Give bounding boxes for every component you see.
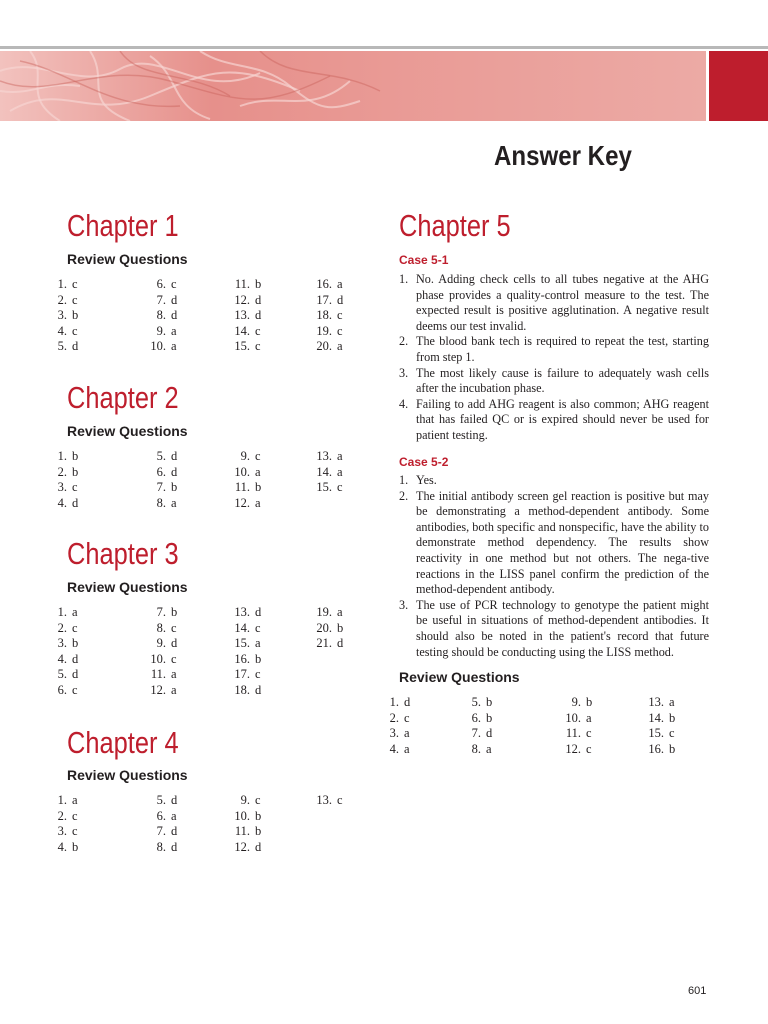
- case-5-1-answers: [399, 272, 709, 444]
- answer-item: 21. d: [316, 636, 344, 650]
- answer-item: 2. b: [57, 464, 79, 479]
- answer-item: 12. a: [234, 495, 261, 510]
- answer-item: 4. b: [57, 839, 79, 854]
- answer-item: 2. c: [57, 292, 78, 307]
- chapter-3-heading: Chapter 3: [67, 536, 179, 571]
- answer-item: 6. b: [471, 710, 493, 725]
- answer-item: 8. c: [156, 620, 177, 635]
- answer-item: 13. a: [316, 449, 343, 463]
- answer-item: 8. d: [156, 308, 178, 322]
- answer-item: 10. c: [150, 651, 177, 666]
- answer-item: 11. c: [565, 726, 592, 740]
- answer-item: 5. d: [156, 793, 178, 807]
- header-banner: [0, 51, 706, 121]
- answer-item: 20. b: [316, 620, 344, 635]
- chapter-2-review-questions-heading: Review Questions: [67, 423, 188, 439]
- answer-item: 16. b: [234, 651, 262, 666]
- chapter-5-answers-col-3: [557, 695, 606, 757]
- answer-item: 6. c: [156, 277, 177, 291]
- answer-item: 14. c: [234, 323, 261, 338]
- chapter-4-answers-col-4: [308, 793, 357, 809]
- chapter-4-review-questions-heading: Review Questions: [67, 767, 188, 783]
- chapter-4-answers-col-1: [43, 793, 92, 855]
- chapter-1-answers-col-1: [43, 277, 92, 355]
- answer-item: 14. c: [234, 620, 261, 635]
- header-accent-block: [709, 51, 768, 121]
- page-title: Answer Key: [494, 140, 632, 171]
- chapter-5-answers-col-4: [640, 695, 689, 757]
- answer-item: 9. c: [240, 793, 261, 807]
- answer-item: 3. c: [57, 824, 78, 838]
- answer-item: 9. d: [156, 636, 178, 650]
- answer-item: 15. c: [234, 339, 261, 353]
- answer-item: 2. c: [57, 620, 78, 635]
- answer-item: 12. a: [150, 682, 177, 697]
- answer-item: 19. a: [316, 605, 343, 619]
- answer-item: 7. d: [471, 726, 493, 740]
- answer-item: 8. a: [471, 741, 492, 756]
- answer-item: 11. b: [234, 824, 262, 838]
- list-item: 3. The most likely cause is failure to adequately wash cells after the incubation phase.: [399, 365, 709, 396]
- list-item: 1. Yes.: [399, 473, 437, 487]
- answer-item: 4. a: [389, 741, 410, 756]
- chapter-3-answers-col-1: [43, 605, 92, 698]
- answer-item: 1. d: [389, 695, 411, 709]
- answer-item: 14. a: [316, 464, 343, 479]
- answer-item: 3. c: [57, 480, 78, 494]
- answer-item: 6. c: [57, 682, 78, 697]
- answer-item: 17. d: [316, 292, 344, 307]
- chapter-3-review-questions-heading: Review Questions: [67, 579, 188, 595]
- answer-item: 15. c: [648, 726, 675, 740]
- chapter-3-answers-col-4: [308, 605, 357, 652]
- chapter-4-answers-col-3: [226, 793, 275, 855]
- top-rule: [0, 46, 768, 49]
- answer-item: 15. c: [316, 480, 343, 494]
- answer-item: 3. b: [57, 308, 79, 322]
- answer-item: 11. b: [234, 277, 262, 291]
- answer-item: 5. d: [156, 449, 178, 463]
- answer-item: 1. b: [57, 449, 79, 463]
- answer-item: 5. b: [471, 695, 493, 709]
- answer-item: 9. c: [240, 449, 261, 463]
- chapter-4-answers-col-2: [142, 793, 191, 855]
- answer-item: 10. a: [565, 710, 592, 725]
- answer-item: 9. a: [156, 323, 177, 338]
- answer-item: 10. a: [234, 464, 261, 479]
- answer-item: 8. a: [156, 495, 177, 510]
- answer-item: 16. b: [648, 741, 676, 756]
- answer-item: 13. c: [316, 793, 343, 807]
- answer-item: 17. c: [234, 667, 261, 681]
- answer-item: 1. c: [57, 277, 78, 291]
- answer-item: 1. a: [57, 793, 78, 807]
- banner-texture: [0, 51, 706, 121]
- answer-item: 4. d: [57, 651, 79, 666]
- answer-item: 8. d: [156, 839, 178, 854]
- answer-item: 7. d: [156, 292, 178, 307]
- chapter-5-review-questions-heading: Review Questions: [399, 669, 520, 685]
- chapter-1-answers-col-4: [308, 277, 357, 355]
- answer-item: 10. a: [150, 339, 177, 353]
- answer-item: 5. d: [57, 339, 79, 353]
- answer-item: 13. d: [234, 308, 262, 322]
- answer-item: 7. b: [156, 480, 178, 494]
- answer-item: 7. d: [156, 824, 178, 838]
- answer-item: 3. a: [389, 726, 410, 740]
- answer-item: 18. d: [234, 682, 262, 697]
- answer-item: 3. b: [57, 636, 79, 650]
- chapter-5-heading: Chapter 5: [399, 208, 511, 243]
- chapter-2-answers-col-3: [226, 449, 275, 511]
- answer-item: 15. a: [234, 636, 261, 650]
- answer-item: 13. a: [648, 695, 675, 709]
- list-item: 2. The initial antibody screen gel reaction is positive but may be demonstrating a method-dependent antibody. Some antibodies, both specific and nonspecific, have the ability to demonstrate method dependency. The results show reactivity in one method but not others. The nega-tive reactions in the LISS panel confirm the prediction of the method-dependent antibody.: [399, 488, 709, 597]
- answer-item: 13. d: [234, 605, 262, 619]
- chapter-3-answers-col-3: [226, 605, 275, 698]
- answer-item: 11. a: [150, 667, 177, 681]
- chapter-5-answers-col-2: [457, 695, 506, 757]
- chapter-1-review-questions-heading: Review Questions: [67, 251, 188, 267]
- answer-item: 16. a: [316, 277, 343, 291]
- case-5-2-answers: [399, 473, 709, 660]
- chapter-1-answers-col-2: [142, 277, 191, 355]
- answer-item: 5. d: [57, 667, 79, 681]
- answer-item: 2. c: [389, 710, 410, 725]
- answer-item: 6. d: [156, 464, 178, 479]
- answer-item: 14. b: [648, 710, 676, 725]
- answer-item: 7. b: [156, 605, 178, 619]
- answer-item: 6. a: [156, 808, 177, 823]
- answer-item: 12. c: [565, 741, 592, 756]
- answer-item: 2. c: [57, 808, 78, 823]
- answer-item: 4. d: [57, 495, 79, 510]
- answer-item: 1. a: [57, 605, 78, 619]
- answer-item: 20. a: [316, 339, 343, 353]
- page-number: 601: [688, 985, 707, 997]
- list-item: 2. The blood bank tech is required to repeat the test, starting from step 1.: [399, 334, 709, 364]
- chapter-1-answers-col-3: [226, 277, 275, 355]
- answer-item: 4. c: [57, 323, 78, 338]
- answer-item: 11. b: [234, 480, 262, 494]
- answer-item: 18. c: [316, 308, 343, 322]
- chapter-2-answers-col-1: [43, 449, 92, 511]
- answer-item: 10. b: [234, 808, 262, 823]
- case-5-1-heading: Case 5-1: [399, 253, 449, 267]
- chapter-2-heading: Chapter 2: [67, 380, 179, 415]
- chapter-1-heading: Chapter 1: [67, 208, 179, 243]
- answer-item: 19. c: [316, 323, 343, 338]
- chapter-5-answers-col-1: [375, 695, 424, 757]
- list-item: 4. Failing to add AHG reagent is also common; AHG reagent that has failed QC or is expired should never be used for patient testing.: [399, 396, 709, 442]
- chapter-3-answers-col-2: [142, 605, 191, 698]
- answer-item: 12. d: [234, 292, 262, 307]
- list-item: 3. The use of PCR technology to genotype the patient might be useful in situations of method-dependent antibodies. It should also be noted in the patient's record that future testing should be conducting using the LISS method.: [399, 597, 709, 659]
- case-5-2-heading: Case 5-2: [399, 455, 449, 469]
- chapter-2-answers-col-4: [308, 449, 357, 496]
- answer-item: 12. d: [234, 839, 262, 854]
- list-item: 1. No. Adding check cells to all tubes negative at the AHG phase provides a quality-control measure to the test. The expected result is positive agglutination. A negative result deems our test invalid.: [399, 272, 709, 333]
- chapter-2-answers-col-2: [142, 449, 191, 511]
- chapter-4-heading: Chapter 4: [67, 725, 179, 760]
- answer-item: 9. b: [571, 695, 593, 709]
